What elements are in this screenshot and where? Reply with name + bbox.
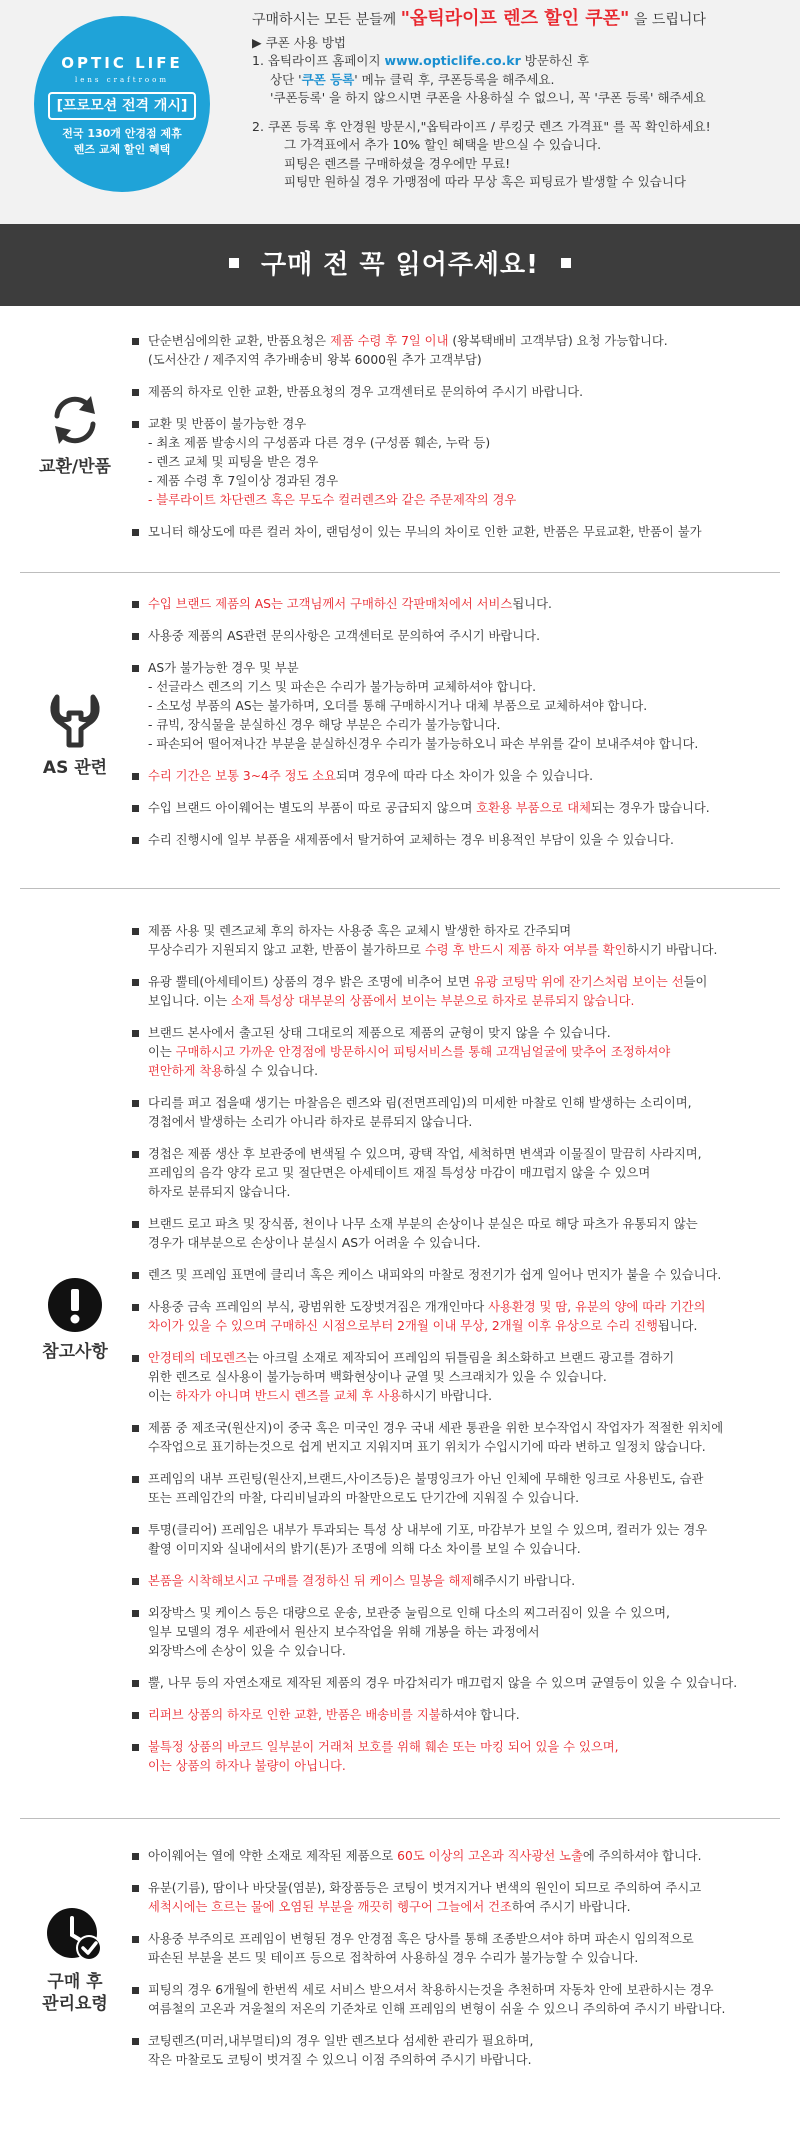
as-section-header <box>20 691 130 779</box>
banner-title: 구매 전 꼭 읽어주세요! <box>260 250 540 280</box>
list-item: 제품 중 제조국(원산지)이 중국 혹은 미국인 경우 국내 세관 통관을 위한 보수작업시 작업자가 적절한 위치에 수작업으로 표기하는것으로 쉽게 번지고 지워지며 표기 위치가 수입시기에 따라 변하고 일정치 않습니다. <box>130 1419 780 1457</box>
usage-step-1c: '쿠폰등록' 을 하지 않으시면 쿠폰을 사용하실 수 없으니, 꼭 '쿠폰 등록' 해주세요 <box>270 90 706 105</box>
exchange-section-header <box>20 392 130 478</box>
care-label: 구매 후 관리요령 <box>42 1972 108 2014</box>
usage-title: ▶ 쿠폰 사용 방법 <box>252 34 346 50</box>
clock-check-icon <box>46 1907 104 1963</box>
list-item: 다리를 펴고 접을때 생기는 마찰음은 렌즈와 림(전면프레임)의 미세한 마찰로 인해 발생하는 소리이며, 경첩에서 발생하는 소리가 아니라 하자로 분류되지 않습니다. <box>130 1094 780 1132</box>
read-before-purchase-banner <box>0 224 800 306</box>
usage-step-2d: 피팅만 원하실 경우 가맹점에 따라 무상 혹은 피팅료가 발생할 수 있습니다 <box>284 174 686 189</box>
badge-benefit-line: 렌즈 교체 할인 혜택 <box>73 143 171 156</box>
as-label: AS 관련 <box>42 758 108 778</box>
badge-benefit-line: 전국 130개 안경점 제휴 <box>62 127 182 140</box>
list-item: 불특정 상품의 바코드 일부분이 거래처 보호를 위해 훼손 또는 마킹 되어 있을 수 있으며, 이는 상품의 하자나 불량이 아닙니다. <box>130 1738 780 1776</box>
list-item: 수리 진행시에 일부 부품을 새제품에서 탈거하여 교체하는 경우 비용적인 부담이 있을 수 있습니다. <box>130 831 780 850</box>
list-item: 코팅렌즈(미러,내부멀티)의 경우 일반 렌즈보다 섬세한 관리가 필요하며, 작은 마찰로도 코팅이 벗겨질 수 있으니 이점 주의하여 주시기 바랍니다. <box>130 2032 780 2070</box>
list-item: 사용중 부주의로 프레임이 변형된 경우 안경점 혹은 당사를 통해 조종받으셔야 하며 파손시 임의적으로 파손된 부분을 본드 및 테이프 등으로 접착하여 사용하실 경우 수리가 불가능할 수 있습니다. <box>130 1930 780 1968</box>
list-item: 제품 사용 및 렌즈교체 후의 하자는 사용중 혹은 교체시 발생한 하자로 간주되며 무상수리가 지원되지 않고 교환, 반품이 불가하므로 수령 후 반드시 제품 하자 여부를 확인하시기 바랍니다. <box>130 922 780 960</box>
section-as <box>20 573 780 889</box>
list-item: 모니터 해상도에 따른 컬러 차이, 랜덤성이 있는 무늬의 차이로 인한 교환, 반품은 무료교환, 반품이 불가 <box>130 523 780 542</box>
list-item: 본품을 시착해보시고 구매를 결정하신 뒤 케이스 밀봉을 해제해주시기 바랍니다. <box>130 1572 780 1591</box>
banner-square-icon <box>561 258 571 268</box>
badge-promo: [프로모션 전격 개시] <box>48 92 196 120</box>
exchange-items <box>130 332 780 555</box>
list-item: 유광 뿔테(아세테이트) 상품의 경우 밝은 조명에 비추어 보면 유광 코팅막 위에 잔기스처럼 보이는 선들이 보입니다. 이는 소재 특성상 대부분의 상품에서 보이는 부분으로 하자로 분류되지 않습니다. <box>130 973 780 1011</box>
list-item: 안경테의 데모렌즈는 아크릴 소재로 제작되어 프레임의 뒤틀림을 최소화하고 브랜드 광고를 겸하기 위한 렌즈로 실사용이 불가능하며 백화현상이나 균열 및 스크래치가 있을 수 있습니다. 이는 하자가 아니며 반드시 렌즈를 교체 후 사용하시기 바랍니다. <box>130 1349 780 1406</box>
list-item: 프레임의 내부 프린팅(원산지,브랜드,사이즈등)은 불명잉크가 아닌 인체에 무해한 잉크로 사용빈도, 습관 또는 프레임간의 마찰, 다리비닐과의 마찰만으로도 단기간에 지워질 수 있습니다. <box>130 1470 780 1508</box>
list-item: 외장박스 및 케이스 등은 대량으로 운송, 보관중 눌림으로 인해 다소의 찌그러짐이 있을 수 있으며, 일부 모델의 경우 세관에서 원산지 보수작업을 위해 개봉을 하는 과정에서 외장박스에 손상이 있을 수 있습니다. <box>130 1604 780 1661</box>
list-item: 뿔, 나무 등의 자연소재로 제작된 제품의 경우 마감처리가 매끄럽지 않을 수 있으며 균열등이 있을 수 있습니다. <box>130 1674 780 1693</box>
list-item: 렌즈 및 프레임 표면에 클리너 혹은 케이스 내피와의 마찰로 정전기가 쉽게 일어나 먼지가 붙을 수 있습니다. <box>130 1266 780 1285</box>
list-item: 피팅의 경우 6개월에 한번씩 세로 서비스 받으셔서 착용하시는것을 추천하며 자동차 안에 보관하시는 경우 여름철의 고온과 겨울철의 저온의 기준차로 인해 프레임의 변형이 쉬울 수 있으니 주의하여 주시기 바랍니다. <box>130 1981 780 2019</box>
badge-tagline: lens craftroom <box>75 76 169 84</box>
list-item: 브랜드 본사에서 출고된 상태 그대로의 제품으로 제품의 균형이 맞지 않을 수 있습니다. 이는 구매하시고 가까운 안경점에 방문하시어 피팅서비스를 통해 고객님얼굴에 맞추어 조정하셔야 편안하게 착용하실 수 있습니다. <box>130 1024 780 1081</box>
list-item: 수입 브랜드 아이웨어는 별도의 부품이 따로 공급되지 않으며 호환용 부품으로 대체되는 경우가 많습니다. <box>130 799 780 818</box>
care-items <box>130 1847 780 2083</box>
usage-step-1b: 상단 '쿠폰 등록' 메뉴 클릭 후, 쿠폰등록을 해주세요. <box>270 71 555 87</box>
usage-step-2: 2. 쿠폰 등록 후 안경원 방문시,"옵틱라이프 / 루킹굿 렌즈 가격표" 를 꼭 확인하세요! <box>252 118 711 134</box>
list-item: 수입 브랜드 제품의 AS는 고객님께서 구매하신 각판매처에서 서비스됩니다. <box>130 595 780 614</box>
section-exchange-return <box>20 306 780 573</box>
wrench-icon <box>47 691 103 749</box>
list-item: 수리 기간은 보통 3~4주 정도 소요되며 경우에 따라 다소 차이가 있을 수 있습니다. <box>130 767 780 786</box>
homepage-link[interactable]: www.opticlife.co.kr <box>384 53 521 68</box>
coupon-text <box>252 10 792 192</box>
badge-benefit <box>34 126 210 158</box>
list-item: 브랜드 로고 파츠 및 장식품, 천이나 나무 소재 부분의 손상이나 분실은 따로 해당 파츠가 유통되지 않는 경우가 대부분으로 손상이나 분실시 AS가 어려울 수 있습니다. <box>130 1215 780 1253</box>
list-item: 사용중 제품의 AS관련 문의사항은 고객센터로 문의하여 주시기 바랍니다. <box>130 627 780 646</box>
notes-label: 참고사항 <box>42 1342 108 1362</box>
coupon-headline: 구매하시는 모든 분들께 "옵틱라이프 렌즈 할인 쿠폰" 을 드립니다 <box>252 8 706 29</box>
section-care <box>20 1819 780 2071</box>
list-item: 사용중 금속 프레임의 부식, 광범위한 도장벗겨짐은 개개인마다 사용환경 및 땀, 유분의 양에 따라 기간의 차이가 있을 수 있으며 구매하신 시점으로부터 2개월 이내 무상, 2개월 이후 유상으로 수리 진행됩니다. <box>130 1298 780 1336</box>
badge-brand: OPTIC LIFE <box>61 54 183 72</box>
coupon-header <box>0 0 800 224</box>
usage-step-2b: 그 가격표에서 추가 10% 할인 혜택을 받으실 수 있습니다. <box>284 137 602 152</box>
care-section-header <box>20 1907 130 2015</box>
notes-section-header <box>20 1277 130 1363</box>
list-item: 제품의 하자로 인한 교환, 반품요청의 경우 고객센터로 문의하여 주시기 바랍니다. <box>130 383 780 402</box>
list-item: 리퍼브 상품의 하자로 인한 교환, 반품은 배송비를 지불하셔야 합니다. <box>130 1706 780 1725</box>
list-item: 경첩은 제품 생산 후 보관중에 변색될 수 있으며, 광택 작업, 세척하면 변색과 이물질이 말끔히 사라지며, 프레임의 음각 양각 로고 및 절단면은 아세테이트 재질 특성상 마감이 매끄럽지 않을 수 있으며 하자로 분류되지 않습니다. <box>130 1145 780 1202</box>
list-item: 유분(기름), 땀이나 바닷물(염분), 화장품등은 코팅이 벗겨지거나 변색의 원인이 되므로 주의하여 주시고 세척시에는 흐르는 물에 오염된 부분을 깨끗히 헹구어 그늘에서 건조하여 주시기 바랍니다. <box>130 1879 780 1917</box>
usage-step-1: 1. 옵틱라이프 홈페이지 www.opticlife.co.kr 방문하신 후 <box>252 53 590 68</box>
exclamation-icon <box>47 1277 103 1333</box>
exchange-arrows-icon <box>45 392 105 448</box>
as-items <box>130 595 780 863</box>
list-item: 아이웨어는 열에 약한 소재로 제작된 제품으로 60도 이상의 고온과 직사광선 노출에 주의하셔야 합니다. <box>130 1847 780 1866</box>
usage-step-2c: 피팅은 렌즈를 구매하셨을 경우에만 무료! <box>284 155 511 171</box>
section-notes <box>20 889 780 1819</box>
list-item: 교환 및 반품이 불가능한 경우 - 최초 제품 발송시의 구성품과 다른 경우 (구성품 훼손, 누락 등) - 렌즈 교체 및 피팅을 받은 경우 - 제품 수령 후 7일이상 경과된 경우 - 블루라이트 차단렌즈 혹은 무도수 컬러렌즈와 같은 주문제작의 경우 <box>130 415 780 510</box>
list-item: 투명(클리어) 프레임은 내부가 투과되는 특성 상 내부에 기포, 마감부가 보일 수 있으며, 컬러가 있는 경우 촬영 이미지와 실내에서의 밝기(톤)가 조명에 의해 다소 차이를 보일 수 있습니다. <box>130 1521 780 1559</box>
banner-square-icon <box>229 258 239 268</box>
notes-items <box>130 922 780 1789</box>
optic-life-badge <box>34 16 210 192</box>
list-item: AS가 불가능한 경우 및 부분 - 선글라스 렌즈의 기스 및 파손은 수리가 불가능하며 교체하셔야 합니다. - 소모성 부품의 AS는 불가하며, 오더를 통해 구매하시거나 대체 부품으로 교체하셔야 합니다. - 큐빅, 장식물을 분실하신 경우 해당 부분은 수리가 불가능합니다. - 파손되어 떨어져나간 부분을 분실하신경우 수리가 불가능하오니 파손 부위를 같이 보내주셔야 합니다. <box>130 659 780 754</box>
exchange-label: 교환/반품 <box>39 457 111 477</box>
list-item: 단순변심에의한 교환, 반품요청은 제품 수령 후 7일 이내 (왕복택배비 고객부담) 요청 가능합니다. (도서산간 / 제주지역 추가배송비 왕복 6000원 추가 고객부담) <box>130 332 780 370</box>
